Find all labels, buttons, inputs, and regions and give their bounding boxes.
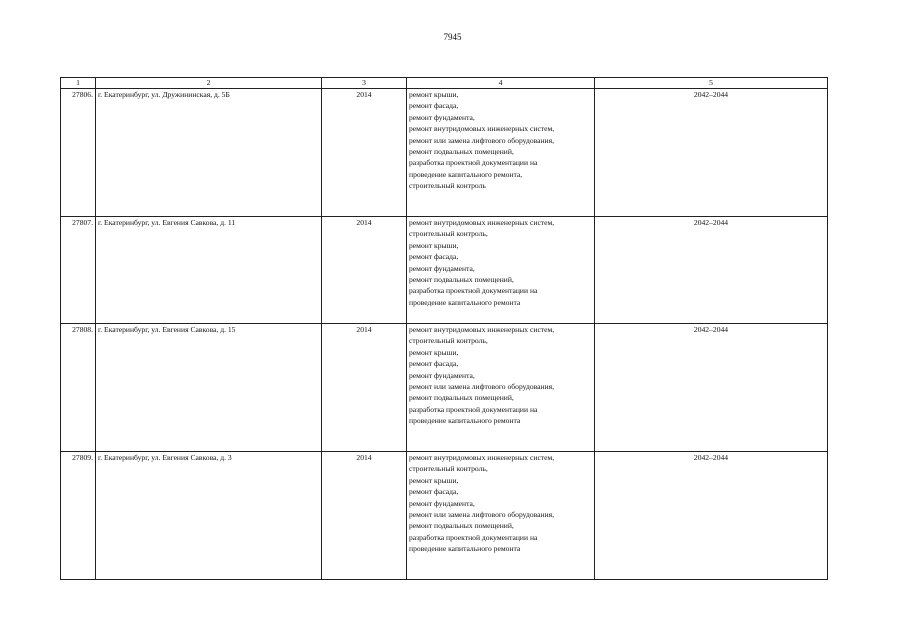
work-item: ремонт крыши, — [409, 240, 459, 250]
page-number: 7945 — [443, 32, 462, 42]
work-item: ремонт фасада, — [409, 359, 459, 369]
table-row — [61, 89, 828, 217]
table-row — [61, 217, 828, 324]
row-number: 27809. — [61, 452, 96, 580]
work-item: строительный контроль, — [409, 336, 488, 346]
row-address: г. Екатеринбург, ул. Евгения Савкова, д. 3 — [96, 452, 322, 580]
work-item: ремонт фундамента, — [409, 112, 475, 122]
row-year: 2014 — [322, 217, 407, 324]
work-item: ремонт внутридомовых инженерных систем, — [409, 325, 555, 334]
work-item: ремонт или замена лифтового оборудования, — [409, 510, 554, 520]
row-address: г. Екатеринбург, ул. Евгения Савкова, д. 11 — [96, 217, 322, 324]
work-item: ремонт фундамента, — [409, 263, 475, 273]
table-row — [61, 324, 828, 452]
work-item: ремонт фундамента, — [409, 498, 475, 508]
work-item: строительный контроль, — [409, 464, 488, 474]
work-item: ремонт внутридомовых инженерных систем, — [409, 124, 555, 134]
work-item: ремонт фасада, — [409, 101, 459, 111]
row-period: 2042–2044 — [595, 324, 828, 452]
column-header-3: 3 — [322, 78, 407, 89]
row-works — [407, 89, 595, 217]
work-item: проведение капитального ремонта — [409, 297, 521, 307]
row-number: 27807. — [61, 217, 96, 324]
work-item: разработка проектной документации на — [409, 158, 538, 168]
row-address: г. Екатеринбург, ул. Евгения Савкова, д. 15 — [96, 324, 322, 452]
row-works — [407, 452, 595, 580]
row-works — [407, 324, 595, 452]
row-address: г. Екатеринбург, ул. Дружининская, д. 5Б — [96, 89, 322, 217]
work-item: строительный контроль — [409, 181, 486, 191]
column-header-5: 5 — [595, 78, 828, 89]
row-period: 2042–2044 — [595, 217, 828, 324]
row-number: 27806. — [61, 89, 96, 217]
work-item: ремонт крыши, — [409, 347, 459, 357]
column-header-2: 2 — [96, 78, 322, 89]
work-item: ремонт или замена лифтового оборудования, — [409, 382, 554, 392]
row-period: 2042–2044 — [595, 452, 828, 580]
work-item: ремонт крыши, — [409, 475, 459, 485]
work-item: ремонт подвальных помещений, — [409, 521, 514, 531]
row-year: 2014 — [322, 89, 407, 217]
row-number: 27808. — [61, 324, 96, 452]
table-header-row — [61, 78, 828, 89]
row-period: 2042–2044 — [595, 89, 828, 217]
table-row — [61, 452, 828, 580]
column-header-1: 1 — [61, 78, 96, 89]
work-item: ремонт фасада, — [409, 487, 459, 497]
work-item: ремонт крыши, — [409, 90, 459, 99]
work-item: ремонт или замена лифтового оборудования, — [409, 135, 554, 145]
work-item: проведение капитального ремонта — [409, 544, 521, 554]
work-item: ремонт внутридомовых инженерных систем, — [409, 218, 555, 227]
work-item: проведение капитального ремонта, — [409, 169, 523, 179]
register-table — [60, 77, 828, 580]
work-item: проведение капитального ремонта — [409, 416, 521, 426]
work-item: ремонт внутридомовых инженерных систем, — [409, 453, 555, 462]
row-year: 2014 — [322, 452, 407, 580]
work-item: ремонт подвальных помещений, — [409, 393, 514, 403]
work-item: ремонт фасада, — [409, 252, 459, 262]
work-item: разработка проектной документации на — [409, 286, 538, 296]
column-header-4: 4 — [407, 78, 595, 89]
work-item: разработка проектной документации на — [409, 404, 538, 414]
work-item: ремонт подвальных помещений, — [409, 275, 514, 285]
work-item: ремонт подвальных помещений, — [409, 147, 514, 157]
work-item: разработка проектной документации на — [409, 532, 538, 542]
work-item: строительный контроль, — [409, 229, 488, 239]
row-works — [407, 217, 595, 324]
row-year: 2014 — [322, 324, 407, 452]
work-item: ремонт фундамента, — [409, 370, 475, 380]
